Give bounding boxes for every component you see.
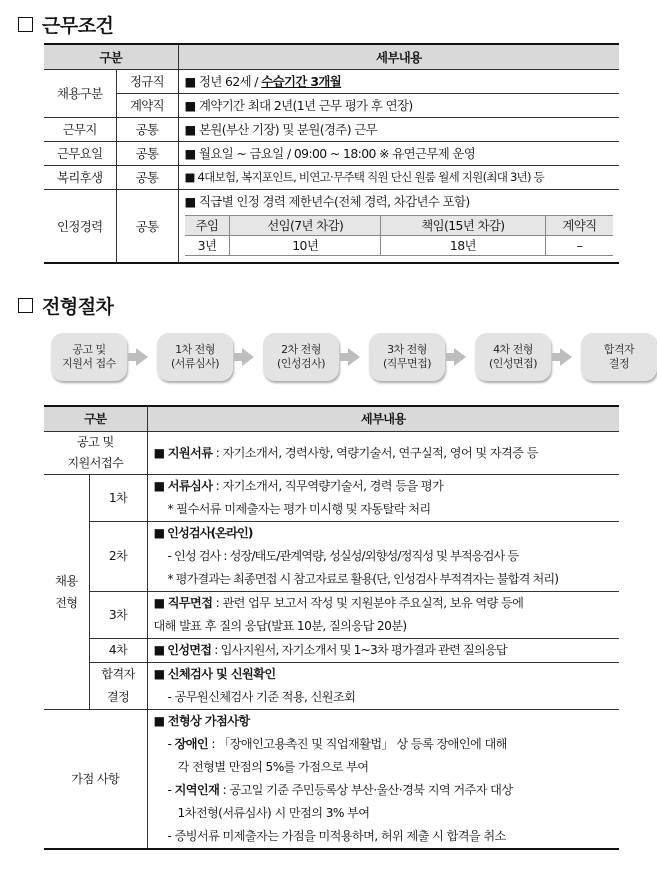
section-title-selection-process <box>18 292 113 319</box>
welfare-scope: 공통 <box>116 166 178 190</box>
application-category: 공고 및 지원서접수 <box>44 432 147 475</box>
arrow-right-icon <box>242 348 254 366</box>
stage4-label: 4차 <box>89 639 147 663</box>
final-detail: ■ 신체검사 및 신원확인 - 공무원신체검사 기준 적용, 신원조회 <box>147 663 619 710</box>
stage2-detail: ■ 인성검사(온라인) - 인성 검사 : 성장/태도/관계역량, 성실성/외향성/정직성 및 부적응검사 등 * 평가결과는 최종면접 시 참고자료로 활용(단, 인성검사 부적격자는 불합격 처리) <box>147 522 619 592</box>
selection-process-table <box>44 405 619 850</box>
contract-type: 계약직 <box>116 94 178 118</box>
application-detail: ■ 지원서류 : 자기소개서, 경력사항, 역량기술서, 연구실적, 영어 및 자격증 등 <box>147 432 619 475</box>
stage4-detail: ■ 인성면접 : 입사지원서, 자기소개서 및 1~3차 평가결과 관련 질의응답 <box>147 639 619 663</box>
selection-category: 채용 전형 <box>44 475 89 710</box>
career-detail: ■ 직급별 인정 경력 제한년수(전체 경력, 차감년수 포함) 주임 선임(7년 차감) 책임(15년 차감) 계약직 3년 10년 18년 – <box>178 190 619 264</box>
flow-step: 3차 전형 (직무면접) <box>369 333 445 381</box>
career-header-cell: 계약직 <box>545 216 613 236</box>
workplace-scope: 공통 <box>116 118 178 142</box>
section-title-text: 전형절차 <box>42 296 114 318</box>
process-flow <box>51 333 657 381</box>
stage3-label: 3차 <box>89 592 147 639</box>
section-title-work-conditions <box>18 11 113 38</box>
checkbox-square-icon <box>18 298 33 313</box>
flow-step: 2차 전형 (인성검사) <box>263 333 339 381</box>
career-category: 인정경력 <box>44 190 116 264</box>
stage1-label: 1차 <box>89 475 147 522</box>
regular-detail: ■ 정년 62세 / 수습기간 3개월 <box>178 70 619 94</box>
header-details: 세부내용 <box>178 44 619 70</box>
welfare-detail: ■ 4대보험, 복지포인트, 비연고·무주택 직원 단신 원룸 월세 지원(최대 3년) 등 <box>178 166 619 190</box>
contract-detail: ■ 계약기간 최대 2년(1년 근무 평가 후 연장) <box>178 94 619 118</box>
flow-step: 1차 전형 (서류심사) <box>157 333 233 381</box>
career-header-cell: 선임(7년 차감) <box>230 216 381 236</box>
stage3-detail: ■ 직무면접 : 관련 업무 보고서 작성 및 지원분야 주요실적, 보유 역량 등에 대해 발표 후 질의 응답(발표 10분, 질의응답 20분) <box>147 592 619 639</box>
header-category: 구분 <box>44 406 147 432</box>
workdays-category: 근무요일 <box>44 142 116 166</box>
arrow-right-icon <box>136 348 148 366</box>
career-scope: 공통 <box>116 190 178 264</box>
career-header-cell: 책임(15년 차감) <box>381 216 546 236</box>
stage2-label: 2차 <box>89 522 147 592</box>
arrow-right-icon <box>560 348 572 366</box>
flow-step: 공고 및 지원서 접수 <box>51 333 127 381</box>
career-value-cell: 10년 <box>230 236 381 256</box>
career-value-cell: 3년 <box>185 236 230 256</box>
arrow-right-icon <box>348 348 360 366</box>
workplace-detail: ■ 본원(부산 기장) 및 분원(경주) 근무 <box>178 118 619 142</box>
workdays-detail: ■ 월요일 ~ 금요일 / 09:00 ~ 18:00 ※ 유연근무제 운영 <box>178 142 619 166</box>
stage1-detail: ■ 서류심사 : 자기소개서, 직무역량기술서, 경력 등을 평가 * 필수서류 미제출자는 평가 미시행 및 자동탈락 처리 <box>147 475 619 522</box>
career-value-cell: – <box>545 236 613 256</box>
bonus-detail: ■ 전형상 가점사항 - 장애인 : 「장애인고용촉진 및 직업재활법」 상 등록 장애인에 대해 각 전형별 만점의 5%를 가점으로 부여 - 지역인재 : 공고일 기준 주민등록상 부산·울산·경북 지역 거주자 대상 1차전형(서류심사) 시 만점의 3% 부여 - 증빙서류 미제출자는 가점을 미적용하며, 허위 제출 시 합격을 취소 <box>147 710 619 850</box>
career-years-table <box>185 215 614 256</box>
flow-step: 4차 전형 (인성면접) <box>475 333 551 381</box>
checkbox-square-icon <box>18 17 33 32</box>
final-label: 합격자 결정 <box>89 663 147 710</box>
welfare-category: 복리후생 <box>44 166 116 190</box>
workdays-scope: 공통 <box>116 142 178 166</box>
flow-step: 합격자 결정 <box>581 333 657 381</box>
career-header-cell: 주임 <box>185 216 230 236</box>
work-conditions-table <box>44 43 619 264</box>
header-category: 구분 <box>44 44 178 70</box>
workplace-category: 근무지 <box>44 118 116 142</box>
header-details: 세부내용 <box>147 406 619 432</box>
employment-category: 채용구분 <box>44 70 116 118</box>
regular-type: 정규직 <box>116 70 178 94</box>
arrow-right-icon <box>454 348 466 366</box>
section-title-text: 근무조건 <box>42 15 114 37</box>
bonus-category: 가점 사항 <box>44 710 147 850</box>
career-value-cell: 18년 <box>381 236 546 256</box>
